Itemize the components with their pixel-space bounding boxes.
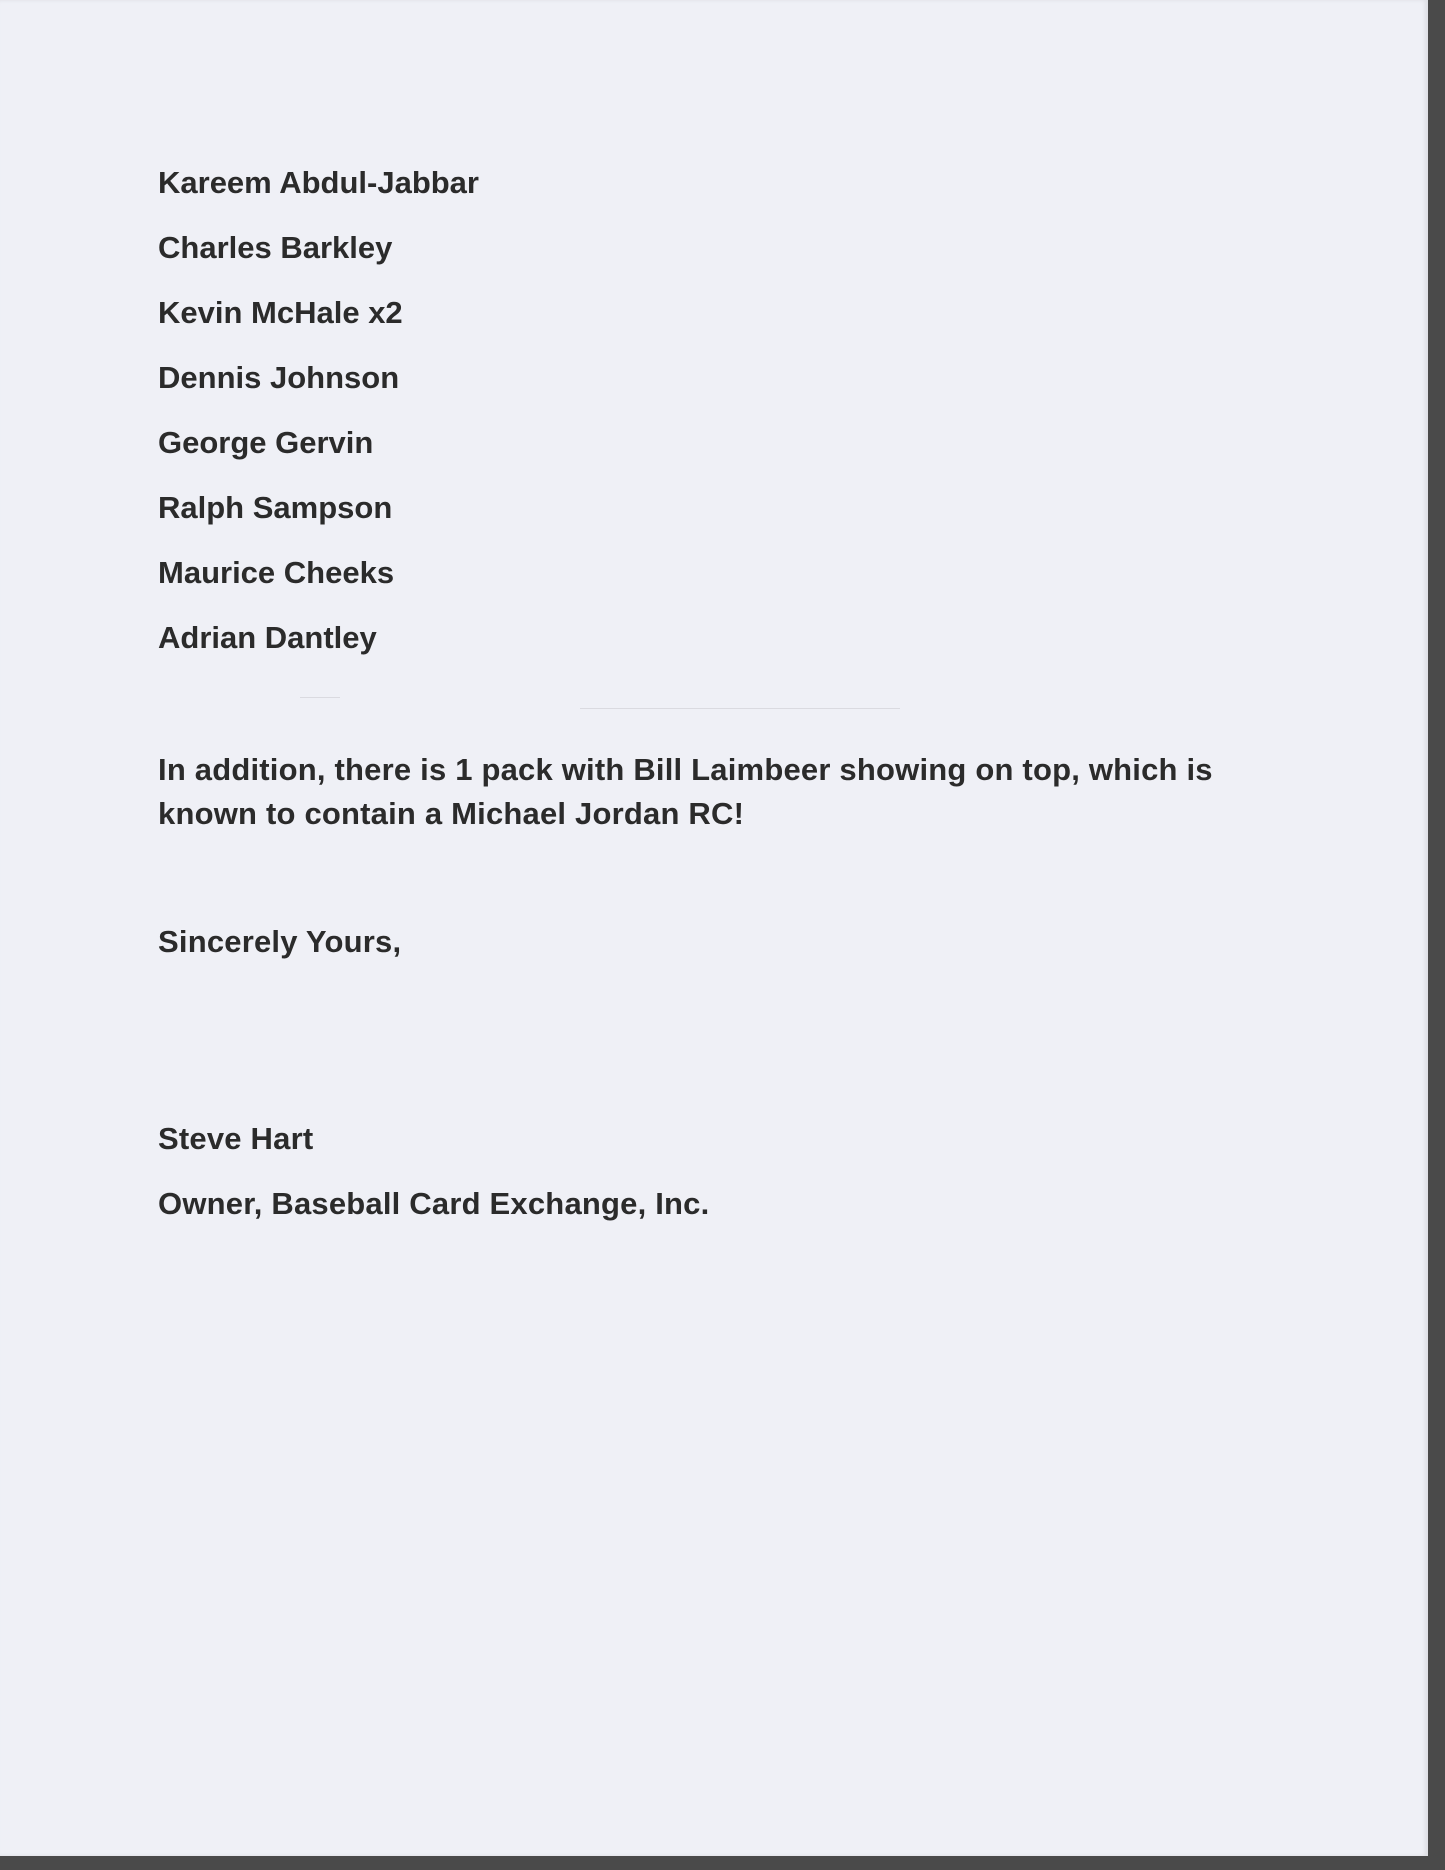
player-name: George Gervin: [158, 425, 374, 460]
body-paragraph: In addition, there is 1 pack with Bill Laimbeer showing on top, which is known to contain a Michael Jordan RC!: [158, 752, 1213, 831]
paper-crease: [300, 697, 340, 698]
player-name-list: [158, 163, 479, 683]
closing-line: Sincerely Yours,: [158, 924, 402, 959]
player-name: Kareem Abdul-Jabbar: [158, 165, 479, 200]
player-name: Charles Barkley: [158, 230, 393, 265]
player-name: Dennis Johnson: [158, 360, 400, 395]
signer-title: Owner, Baseball Card Exchange, Inc.: [158, 1186, 710, 1221]
player-name: Maurice Cheeks: [158, 555, 395, 590]
paper-crease: [580, 708, 900, 709]
signer-name: Steve Hart: [158, 1121, 314, 1156]
player-name: Kevin McHale x2: [158, 295, 403, 330]
player-name: Ralph Sampson: [158, 490, 393, 525]
player-name: Adrian Dantley: [158, 620, 377, 655]
